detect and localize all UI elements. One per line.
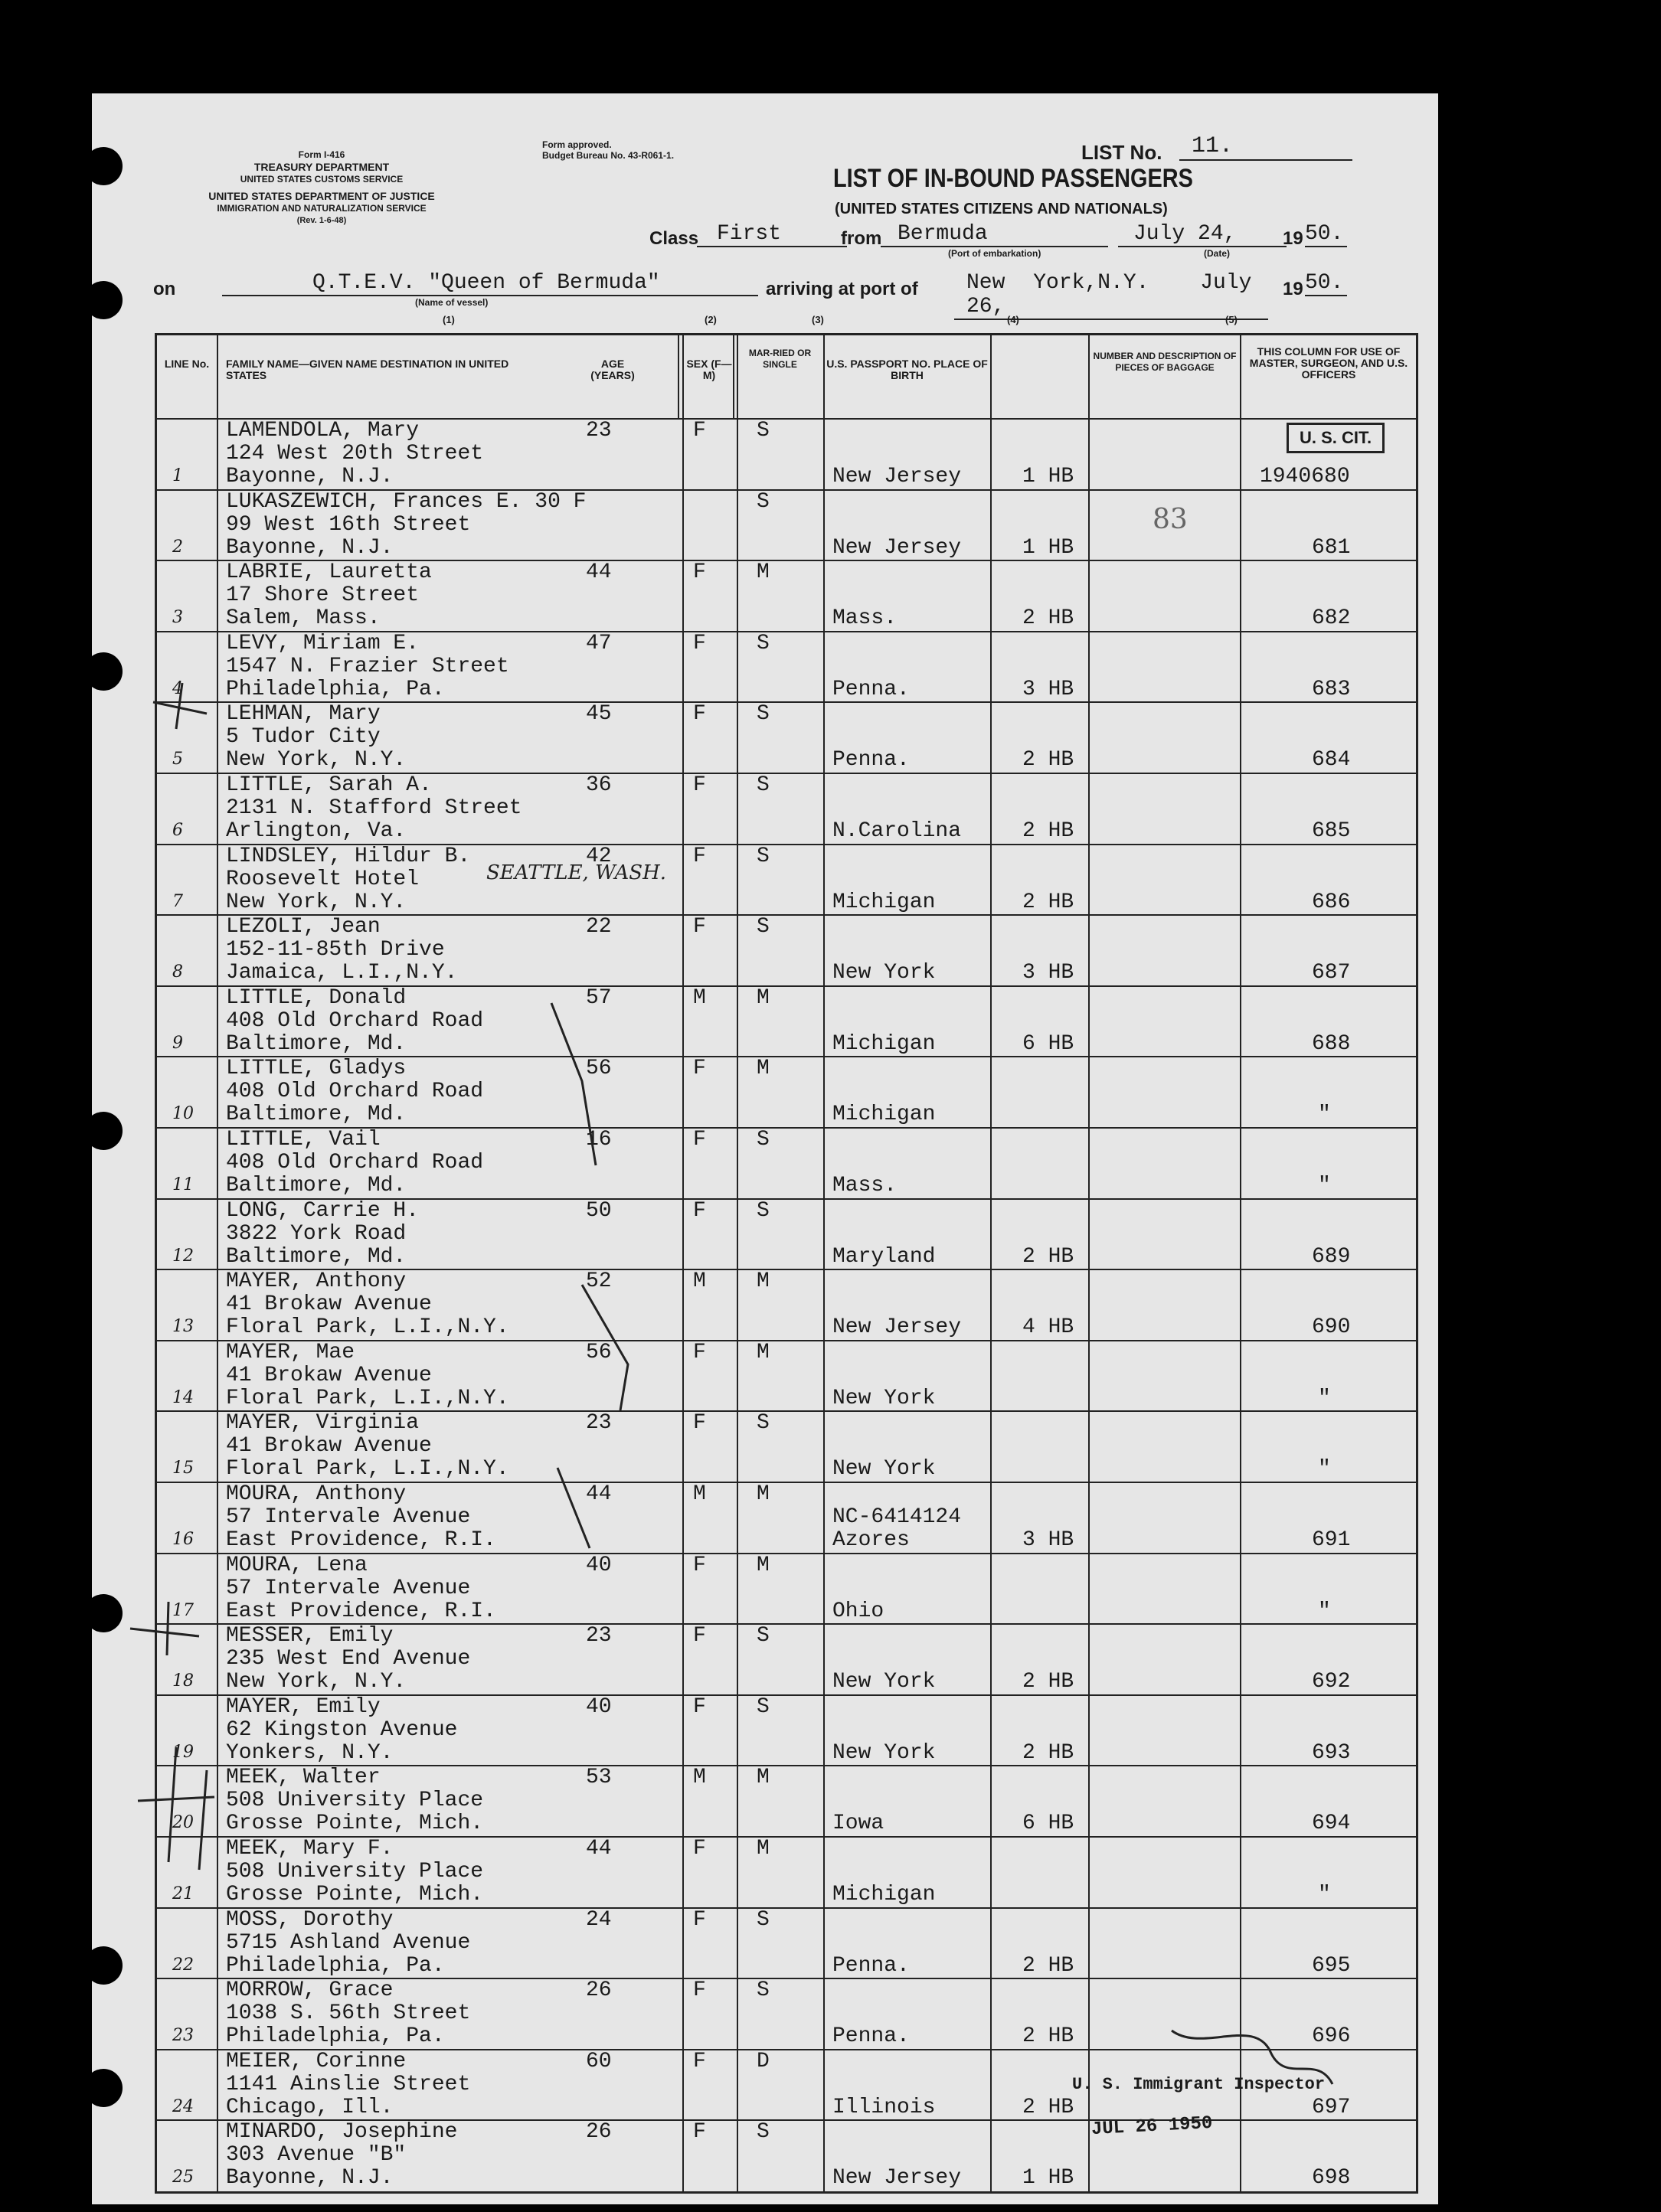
- officer-number: 689: [1312, 1244, 1351, 1269]
- passenger-name: MAYER, Emily: [226, 1694, 381, 1719]
- col-marker-4: (4): [1007, 314, 1019, 325]
- passenger-city: Baltimore, Md.: [226, 1031, 407, 1056]
- marital-status: S: [757, 1694, 770, 1719]
- officer-number: ": [1318, 1174, 1331, 1197]
- officer-number: 683: [1312, 677, 1351, 701]
- marital-status: S: [757, 1198, 770, 1223]
- passport-number: NC-6414124: [832, 1505, 962, 1529]
- baggage: 3 HB: [1022, 677, 1074, 701]
- passenger-age: 23: [586, 419, 612, 443]
- officer-number: 688: [1312, 1031, 1351, 1056]
- cross-mark: [138, 1747, 214, 1870]
- line-number: 21: [172, 1884, 194, 1903]
- passenger-address: 99 West 16th Street: [226, 512, 471, 537]
- passenger-name: LONG, Carrie H.: [226, 1198, 420, 1223]
- col-sex-header: SEX (F—M): [686, 358, 732, 381]
- line-number: 8: [172, 962, 183, 982]
- passenger-name: LITTLE, Sarah A.: [226, 773, 432, 797]
- on-label: on: [153, 279, 176, 299]
- passenger-sex: F: [693, 1340, 706, 1364]
- passenger-sex: F: [693, 2049, 706, 2073]
- marital-status: S: [757, 489, 770, 514]
- place-of-birth: New Jersey: [832, 465, 962, 488]
- line-number: 11: [172, 1175, 194, 1194]
- officer-number: 681: [1312, 535, 1351, 560]
- passenger-age: 50: [586, 1198, 612, 1223]
- col-line-header: LINE No.: [164, 358, 210, 370]
- marital-status: M: [757, 560, 770, 585]
- passenger-name: LAMENDOLA, Mary: [226, 419, 420, 443]
- officer-number: ": [1318, 1386, 1331, 1410]
- baggage: 2 HB: [1022, 1740, 1074, 1765]
- passenger-age: 60: [586, 2049, 612, 2073]
- date-year: 50.: [1305, 222, 1347, 247]
- col-marker-2: (2): [705, 314, 717, 325]
- col-name-header: FAMILY NAME—GIVEN NAME DESTINATION IN UNITED STATES: [226, 358, 509, 381]
- baggage: 2 HB: [1022, 748, 1074, 773]
- form-approved: Form approved.: [542, 139, 612, 150]
- passenger-age: 26: [586, 1978, 612, 2003]
- line-number: 4: [172, 678, 183, 698]
- passenger-city: Grosse Pointe, Mich.: [226, 1812, 484, 1836]
- handwritten-seattle: SEATTLE, WASH.: [486, 861, 667, 884]
- baggage: 2 HB: [1022, 1244, 1074, 1269]
- line-number: 24: [172, 2096, 194, 2116]
- passenger-name: MAYER, Mae: [226, 1340, 355, 1364]
- place-of-birth: New York: [832, 1670, 936, 1694]
- passenger-address: 152-11-85th Drive: [226, 938, 445, 962]
- budget-bureau: Budget Bureau No. 43-R061-1.: [542, 150, 675, 161]
- baggage: 1 HB: [1022, 2166, 1074, 2191]
- passenger-name: LEVY, Miriam E.: [226, 631, 420, 655]
- officer-number: ": [1318, 1599, 1331, 1623]
- passenger-city: Baltimore, Md.: [226, 1174, 407, 1197]
- line-number: 20: [172, 1813, 194, 1833]
- passenger-city: Philadelphia, Pa.: [226, 1953, 445, 1978]
- passenger-city: Bayonne, N.J.: [226, 465, 394, 488]
- officer-number: 695: [1312, 1953, 1351, 1978]
- passenger-address: 3822 York Road: [226, 1221, 407, 1246]
- passenger-city: Floral Park, L.I.,N.Y.: [226, 1315, 509, 1340]
- passenger-address: 5 Tudor City: [226, 725, 381, 750]
- vessel-caption: (Name of vessel): [415, 297, 489, 308]
- passenger-name: MEEK, Mary F.: [226, 1837, 394, 1861]
- passenger-age: 23: [586, 1411, 612, 1436]
- col-officers-header: THIS COLUMN FOR USE OF MASTER, SURGEON, AND U.S. OFFICERS: [1249, 345, 1408, 381]
- baggage: 2 HB: [1022, 606, 1074, 631]
- place-of-birth: Michigan: [832, 890, 936, 914]
- line-number: 18: [172, 1671, 194, 1691]
- marital-status: S: [757, 1128, 770, 1152]
- pen-stroke: [557, 1468, 590, 1548]
- passenger-address: 2131 N. Stafford Street: [226, 796, 522, 820]
- line-number: 12: [172, 1246, 194, 1266]
- place-of-birth: Penna.: [832, 748, 910, 773]
- passenger-sex: F: [693, 1978, 706, 2003]
- arriving-label: arriving at port of: [766, 279, 918, 299]
- passenger-sex: F: [693, 560, 706, 585]
- port-value: New York,N.Y.: [966, 271, 1149, 295]
- marital-status: S: [757, 1978, 770, 2003]
- officer-number: 684: [1312, 748, 1351, 773]
- passenger-sex: F: [693, 631, 706, 655]
- officer-number: 1940680: [1260, 465, 1350, 488]
- passenger-sex: F: [693, 1624, 706, 1648]
- place-of-birth: New York: [832, 1740, 936, 1765]
- passenger-age: 40: [586, 1694, 612, 1719]
- marital-status: S: [757, 1907, 770, 1932]
- place-of-birth: Michigan: [832, 1883, 936, 1907]
- passenger-age: 16: [586, 1128, 612, 1152]
- passenger-name: MAYER, Anthony: [226, 1269, 407, 1294]
- passenger-city: Jamaica, L.I.,N.Y.: [226, 961, 458, 985]
- passenger-city: Philadelphia, Pa.: [226, 677, 445, 701]
- passenger-name: MOURA, Lena: [226, 1553, 368, 1577]
- passenger-age: 52: [586, 1269, 612, 1294]
- passenger-address: 124 West 20th Street: [226, 442, 484, 466]
- inspector-stamp: U. S. Immigrant Inspector: [1072, 2075, 1326, 2094]
- pen-stroke: [582, 1285, 628, 1410]
- officer-number: 694: [1312, 1812, 1351, 1836]
- place-of-birth: New York: [832, 1386, 936, 1410]
- passenger-city: Bayonne, N.J.: [226, 2166, 394, 2191]
- arrive-year: 50.: [1305, 271, 1347, 296]
- line-number: 6: [172, 821, 183, 840]
- passenger-city: Salem, Mass.: [226, 606, 381, 631]
- marital-status: S: [757, 915, 770, 939]
- list-no-label: LIST No.: [1081, 141, 1162, 164]
- passenger-name: LABRIE, Lauretta: [226, 560, 432, 585]
- line-number: 16: [172, 1530, 194, 1549]
- from-value: Bermuda: [881, 222, 1108, 247]
- passenger-name: LITTLE, Gladys: [226, 1057, 407, 1081]
- officer-number: 685: [1312, 819, 1351, 843]
- passenger-address: 41 Brokaw Avenue: [226, 1434, 432, 1459]
- place-of-birth: New Jersey: [832, 1315, 962, 1340]
- baggage: 2 HB: [1022, 819, 1074, 843]
- marital-status: M: [757, 1766, 770, 1790]
- passenger-age: 57: [586, 985, 612, 1010]
- baggage: 3 HB: [1022, 1528, 1074, 1552]
- passenger-age: 56: [586, 1057, 612, 1081]
- marital-status: S: [757, 419, 770, 443]
- cross-mark: [130, 1602, 199, 1655]
- passenger-sex: M: [693, 1269, 706, 1294]
- marital-status: S: [757, 773, 770, 797]
- place-of-birth: Maryland: [832, 1244, 936, 1269]
- baggage: 3 HB: [1022, 961, 1074, 985]
- baggage: 2 HB: [1022, 890, 1074, 914]
- officer-number: ": [1318, 1103, 1331, 1127]
- passenger-address: 408 Old Orchard Road: [226, 1151, 484, 1175]
- date-caption: (Date): [1204, 248, 1231, 259]
- line-number: 23: [172, 2026, 194, 2046]
- passenger-city: Philadelphia, Pa.: [226, 2024, 445, 2049]
- baggage: 2 HB: [1022, 1670, 1074, 1694]
- passenger-name: LITTLE, Donald: [226, 985, 407, 1010]
- place-of-birth: Penna.: [832, 677, 910, 701]
- officer-number: 692: [1312, 1670, 1351, 1694]
- line-number: 7: [172, 891, 183, 911]
- passenger-city: Floral Park, L.I.,N.Y.: [226, 1457, 509, 1482]
- officer-number: 696: [1312, 2024, 1351, 2049]
- col-marker-3: (3): [812, 314, 824, 325]
- form-title: LIST OF IN-BOUND PASSENGERS: [833, 164, 1193, 193]
- line-number: 13: [172, 1317, 194, 1337]
- passenger-city: Yonkers, N.Y.: [226, 1740, 394, 1765]
- treasury-label: TREASURY DEPARTMENT: [253, 161, 390, 173]
- place-of-birth: Iowa: [832, 1812, 884, 1836]
- passenger-sex: F: [693, 1198, 706, 1223]
- passenger-city: East Providence, R.I.: [226, 1528, 496, 1552]
- pen-stroke: [551, 1003, 596, 1165]
- passenger-sex: F: [693, 702, 706, 727]
- baggage: 2 HB: [1022, 2024, 1074, 2049]
- revision-label: (Rev. 1-6-48): [296, 216, 347, 225]
- passenger-name: MEEK, Walter: [226, 1766, 381, 1790]
- passenger-sex: F: [693, 2120, 706, 2145]
- col-baggage-header: NUMBER AND DESCRIPTION OF PIECES OF BAGGAGE: [1093, 351, 1237, 373]
- passenger-name: LEHMAN, Mary: [226, 702, 381, 727]
- passenger-name: LINDSLEY, Hildur B.: [226, 844, 471, 868]
- passenger-address: 17 Shore Street: [226, 583, 420, 608]
- passenger-address: 303 Avenue "B": [226, 2143, 407, 2168]
- passenger-name: MAYER, Virginia: [226, 1411, 420, 1436]
- passenger-age: 47: [586, 631, 612, 655]
- line-number: 15: [172, 1459, 194, 1478]
- passenger-sex: F: [693, 1837, 706, 1861]
- passenger-address: Roosevelt Hotel: [226, 867, 420, 891]
- passenger-sex: F: [693, 1411, 706, 1436]
- passenger-sex: F: [693, 419, 706, 443]
- marital-status: M: [757, 1340, 770, 1364]
- date-value: July 24,: [1118, 222, 1287, 247]
- passenger-city: Grosse Pointe, Mich.: [226, 1883, 484, 1907]
- line-number: 10: [172, 1104, 194, 1124]
- officer-number: ": [1318, 1883, 1331, 1907]
- passenger-age: 24: [586, 1907, 612, 1932]
- passenger-sex: F: [693, 1907, 706, 1932]
- baggage: 2 HB: [1022, 2095, 1074, 2119]
- passenger-age: 36: [586, 773, 612, 797]
- place-of-birth: N.Carolina: [832, 819, 962, 843]
- form-number: Form I-416: [298, 149, 345, 160]
- officer-number: 686: [1312, 890, 1351, 914]
- passenger-address: 1038 S. 56th Street: [226, 2001, 471, 2026]
- passenger-address: 408 Old Orchard Road: [226, 1008, 484, 1033]
- line-number: 17: [172, 1600, 194, 1620]
- baggage: 2 HB: [1022, 1953, 1074, 1978]
- officer-number: 682: [1312, 606, 1351, 631]
- passenger-address: 62 Kingston Avenue: [226, 1717, 458, 1742]
- marital-status: S: [757, 631, 770, 655]
- vessel-name: Q.T.E.V. "Queen of Bermuda": [222, 271, 758, 296]
- passenger-name: MOSS, Dorothy: [226, 1907, 394, 1932]
- class-label: Class: [649, 228, 699, 249]
- passenger-address: 508 University Place: [226, 1860, 484, 1884]
- passenger-sex: M: [693, 1766, 706, 1790]
- date-year-prefix: 19: [1283, 228, 1303, 249]
- officer-number: 693: [1312, 1740, 1351, 1765]
- passenger-age: 23: [586, 1624, 612, 1648]
- passenger-age: 42: [586, 844, 612, 868]
- passenger-city: Chicago, Ill.: [226, 2095, 394, 2119]
- arrive-date: July 26,: [966, 271, 1252, 319]
- passenger-city: Arlington, Va.: [226, 819, 407, 843]
- passenger-age: 44: [586, 1482, 612, 1506]
- line-number: 19: [172, 1742, 194, 1762]
- form-page: [92, 93, 1438, 2204]
- passenger-age: 53: [586, 1766, 612, 1790]
- passenger-name: MEIER, Corinne: [226, 2049, 407, 2073]
- arrival-date-stamp: JUL 26 1950: [1090, 2112, 1214, 2141]
- passenger-address: 1547 N. Frazier Street: [226, 654, 509, 678]
- passenger-address: 235 West End Avenue: [226, 1647, 471, 1671]
- marital-status: S: [757, 2120, 770, 2145]
- col-married-header: MAR-RIED OR SINGLE: [748, 348, 812, 370]
- passenger-name: MORROW, Grace: [226, 1978, 394, 2003]
- passenger-address: 41 Brokaw Avenue: [226, 1363, 432, 1387]
- passenger-age: 45: [586, 702, 612, 727]
- place-of-birth: New Jersey: [832, 2166, 962, 2191]
- passenger-age: 22: [586, 915, 612, 939]
- place-of-birth: Ohio: [832, 1599, 884, 1623]
- baggage: 1 HB: [1022, 465, 1074, 488]
- passenger-city: New York, N.Y.: [226, 890, 407, 914]
- passenger-address: 508 University Place: [226, 1789, 484, 1813]
- passenger-name: MESSER, Emily: [226, 1624, 394, 1648]
- pen-marks: [92, 93, 1438, 2204]
- from-label: from: [841, 228, 882, 249]
- marital-status: S: [757, 702, 770, 727]
- passenger-age: 44: [586, 1837, 612, 1861]
- marital-status: M: [757, 985, 770, 1010]
- officer-number: 687: [1312, 961, 1351, 985]
- ins-label: IMMIGRATION AND NATURALIZATION SERVICE: [217, 203, 427, 214]
- passenger-address: 41 Brokaw Avenue: [226, 1292, 432, 1317]
- col-age-header: AGE (YEARS): [590, 358, 635, 381]
- officer-number: 697: [1312, 2095, 1351, 2119]
- passenger-name: LEZOLI, Jean: [226, 915, 381, 939]
- passenger-age: 26: [586, 2120, 612, 2145]
- passenger-sex: F: [693, 1694, 706, 1719]
- col-marker-5: (5): [1225, 314, 1238, 325]
- marital-status: M: [757, 1837, 770, 1861]
- baggage: 1 HB: [1022, 535, 1074, 560]
- us-citizen-stamp: U. S. CIT.: [1287, 423, 1385, 453]
- passenger-name: LITTLE, Vail: [226, 1128, 381, 1152]
- passenger-name: LUKASZEWICH, Frances E. 30 F: [226, 489, 587, 514]
- signature: [1172, 2031, 1332, 2084]
- place-of-birth: Mass.: [832, 606, 898, 631]
- passenger-address: 5715 Ashland Avenue: [226, 1930, 471, 1955]
- cross-mark: [153, 683, 207, 729]
- passenger-address: 57 Intervale Avenue: [226, 1505, 471, 1529]
- passenger-name: MINARDO, Josephine: [226, 2120, 458, 2145]
- passenger-sex: F: [693, 1553, 706, 1577]
- marital-status: M: [757, 1553, 770, 1577]
- place-of-birth: Penna.: [832, 1953, 910, 1978]
- place-of-birth: Mass.: [832, 1174, 898, 1197]
- passenger-address: 408 Old Orchard Road: [226, 1080, 484, 1104]
- place-of-birth: New York: [832, 1457, 936, 1482]
- marital-status: M: [757, 1057, 770, 1081]
- line-number: 14: [172, 1387, 194, 1407]
- line-number: 9: [172, 1033, 183, 1053]
- col-marker-1: (1): [443, 314, 455, 325]
- passenger-address: 1141 Ainslie Street: [226, 2072, 471, 2096]
- passenger-city: Bayonne, N.J.: [226, 535, 394, 560]
- passenger-name: MOURA, Anthony: [226, 1482, 407, 1506]
- baggage: 4 HB: [1022, 1315, 1074, 1340]
- passenger-age: 40: [586, 1553, 612, 1577]
- marital-status: D: [757, 2049, 770, 2073]
- line-number: 25: [172, 2168, 194, 2187]
- marital-status: S: [757, 1624, 770, 1648]
- place-of-birth: New Jersey: [832, 535, 962, 560]
- marital-status: S: [757, 844, 770, 868]
- passenger-city: East Providence, R.I.: [226, 1599, 496, 1623]
- officer-number: 698: [1312, 2166, 1351, 2191]
- line-number: 3: [172, 608, 183, 628]
- justice-label: UNITED STATES DEPARTMENT OF JUSTICE: [208, 190, 435, 202]
- passenger-address: 57 Intervale Avenue: [226, 1576, 471, 1600]
- passenger-sex: F: [693, 1057, 706, 1081]
- place-of-birth: Azores: [832, 1528, 910, 1552]
- arrive-year-prefix: 19: [1283, 279, 1303, 299]
- passenger-city: Floral Park, L.I.,N.Y.: [226, 1386, 509, 1410]
- line-number: 22: [172, 1955, 194, 1975]
- place-of-birth: Michigan: [832, 1103, 936, 1127]
- passenger-age: 56: [586, 1340, 612, 1364]
- line-number: 5: [172, 750, 183, 769]
- from-caption: (Port of embarkation): [948, 248, 1041, 259]
- passenger-city: Baltimore, Md.: [226, 1103, 407, 1127]
- passenger-sex: M: [693, 1482, 706, 1506]
- passenger-city: Baltimore, Md.: [226, 1244, 407, 1269]
- baggage: 6 HB: [1022, 1812, 1074, 1836]
- class-value: First: [697, 222, 847, 247]
- place-of-birth: New York: [832, 961, 936, 985]
- marital-status: M: [757, 1482, 770, 1506]
- form-subtitle: (UNITED STATES CITIZENS AND NATIONALS): [835, 201, 1168, 217]
- officer-number: 691: [1312, 1528, 1351, 1552]
- passenger-sex: M: [693, 985, 706, 1010]
- line-number: 1: [172, 466, 183, 485]
- passenger-sex: F: [693, 915, 706, 939]
- handwritten-83: 83: [1153, 504, 1188, 535]
- passenger-age: 44: [586, 560, 612, 585]
- line-number: 2: [172, 537, 183, 557]
- place-of-birth: Penna.: [832, 2024, 910, 2049]
- passenger-sex: F: [693, 844, 706, 868]
- marital-status: M: [757, 1269, 770, 1294]
- passenger-sex: F: [693, 773, 706, 797]
- place-of-birth: Illinois: [832, 2095, 936, 2119]
- marital-status: S: [757, 1411, 770, 1436]
- customs-label: UNITED STATES CUSTOMS SERVICE: [240, 174, 404, 185]
- list-no-value: 11.: [1179, 133, 1352, 161]
- officer-number: 690: [1312, 1315, 1351, 1340]
- baggage: 6 HB: [1022, 1031, 1074, 1056]
- passenger-sex: F: [693, 1128, 706, 1152]
- passenger-city: New York, N.Y.: [226, 1670, 407, 1694]
- passenger-city: New York, N.Y.: [226, 748, 407, 773]
- officer-number: ": [1318, 1457, 1331, 1482]
- place-of-birth: Michigan: [832, 1031, 936, 1056]
- col-passport-header: U.S. PASSPORT NO. PLACE OF BIRTH: [826, 358, 988, 381]
